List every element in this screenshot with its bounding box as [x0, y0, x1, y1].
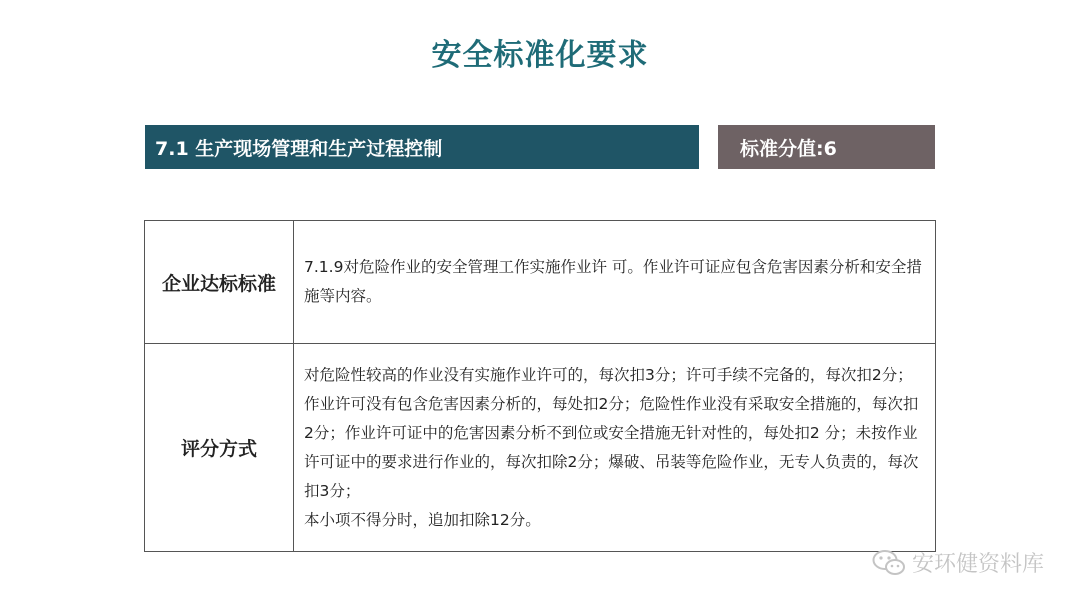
row-content-extra: 本小项不得分时，追加扣除12分。 [304, 510, 541, 529]
wechat-icon [872, 549, 906, 577]
row-content [294, 221, 935, 343]
section-banner [145, 125, 699, 169]
page-title: 安全标准化要求 [431, 38, 649, 73]
table-row [145, 343, 935, 551]
table-row [145, 221, 935, 343]
score-banner [718, 125, 935, 169]
standards-table [144, 220, 936, 552]
row-content-text: 7.1.9对危险作业的安全管理工作实施作业许 可。作业许可证应包含危害因素分析和安全措施等内容。 [304, 258, 922, 305]
row-content [294, 344, 935, 551]
row-content-text: 对危险性较高的作业没有实施作业许可的，每次扣3分；许可手续不完备的，每次扣2分；作业许可没有包含危害因素分析的，每处扣2分；危险性作业没有采取安全措施的，每次扣2分；作业许可证中的危害因素分析不到位或安全措施无针对性的，每处扣2 分；未按作业许可证中的要求进行作业的，每次扣除2分；爆破、吊装等危险作业，无专人负责的，每次扣3分； [304, 365, 919, 500]
section-label: 7.1 生产现场管理和生产过程控制 [155, 137, 443, 160]
watermark [872, 547, 1044, 578]
watermark-text: 安环健资料库 [911, 552, 1044, 577]
row-label: 企业达标标准 [145, 221, 294, 343]
row-label: 评分方式 [145, 344, 294, 551]
score-label: 标准分值:6 [740, 137, 837, 160]
